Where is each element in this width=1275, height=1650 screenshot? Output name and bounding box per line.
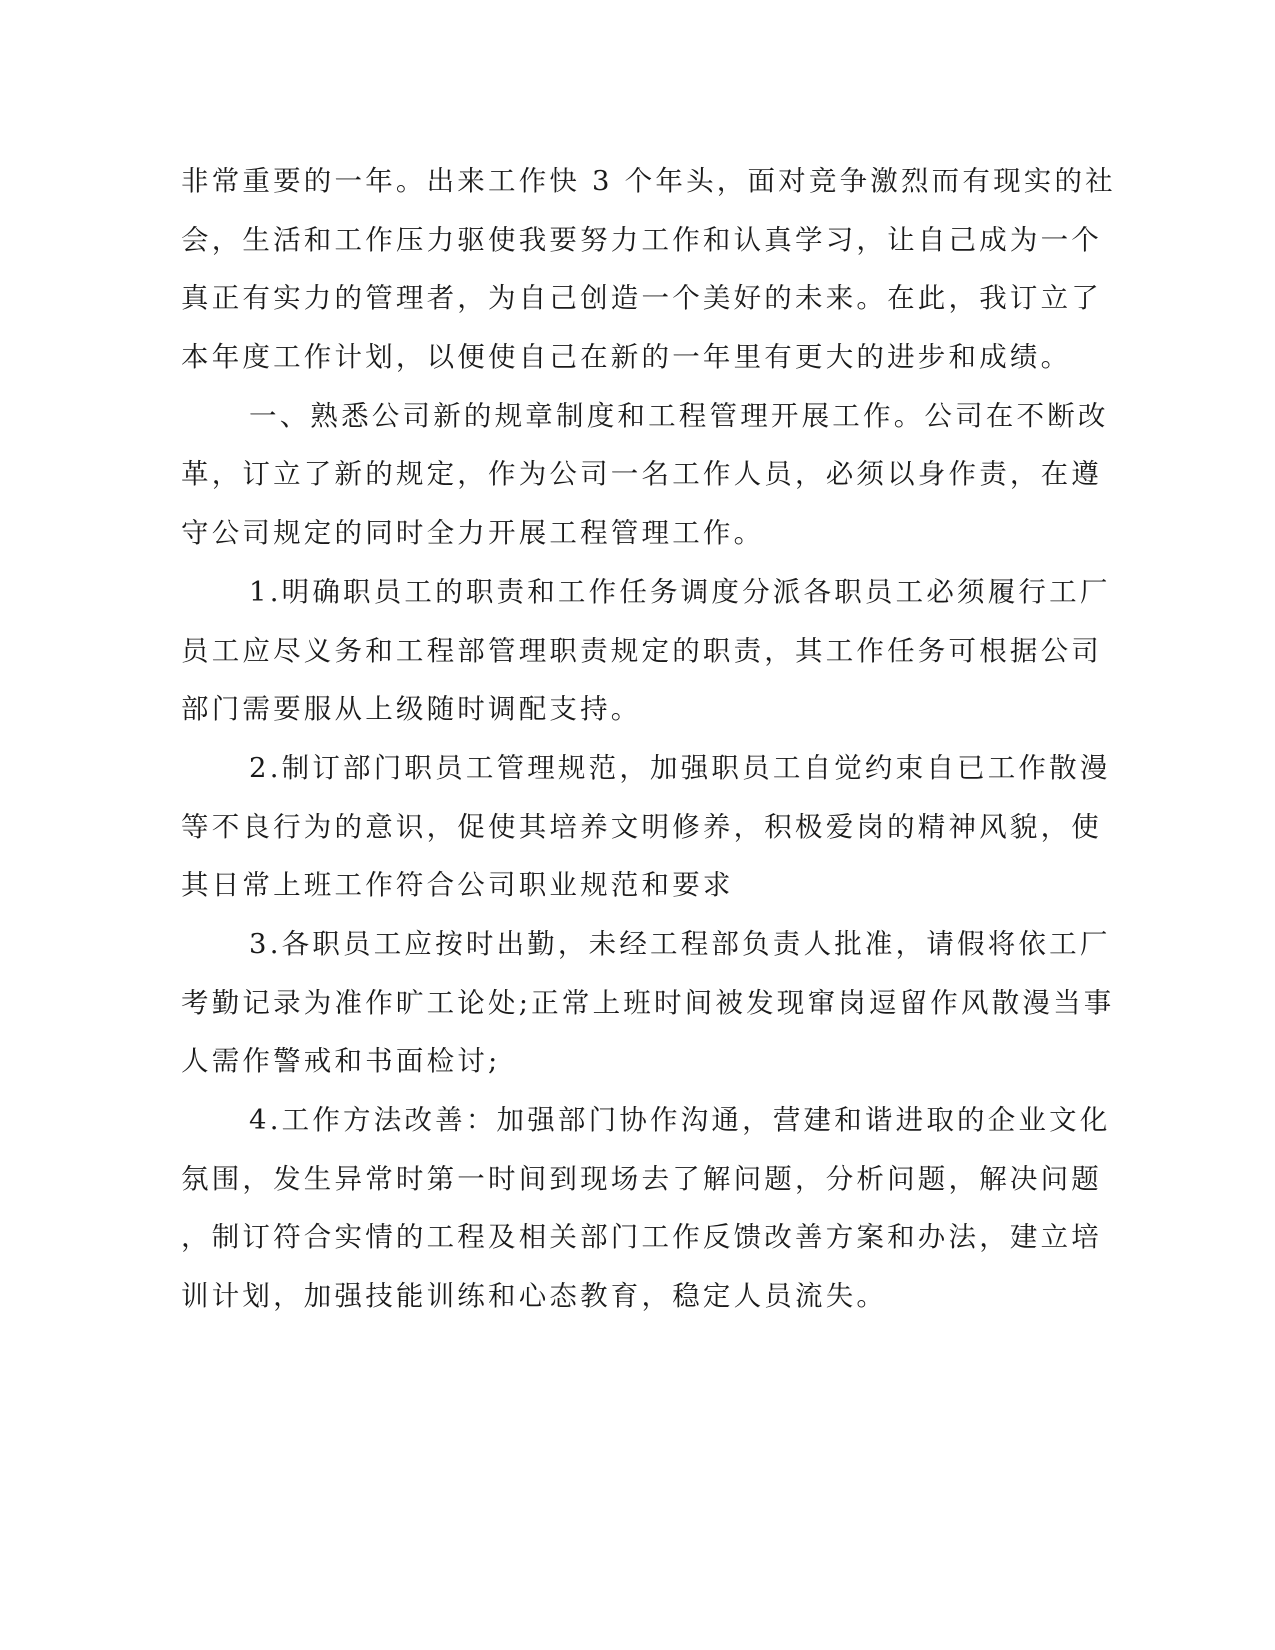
text-line: 氛围，发生异常时第一时间到现场去了解问题，分析问题，解决问题 bbox=[181, 1162, 1102, 1195]
text-line: 训计划，加强技能训练和心态教育，稳定人员流失。 bbox=[181, 1280, 888, 1313]
text-line: 其日常上班工作符合公司职业规范和要求 bbox=[181, 869, 734, 902]
text-line: 革，订立了新的规定，作为公司一名工作人员，必须以身作责，在遵 bbox=[181, 458, 1102, 491]
text-line: 员工应尽义务和工程部管理职责规定的职责，其工作任务可根据公司 bbox=[181, 634, 1102, 667]
text-line: 人需作警戒和书面检讨; bbox=[181, 1045, 501, 1078]
text-line: 真正有实力的管理者，为自己创造一个美好的未来。在此，我订立了 bbox=[181, 282, 1102, 315]
text-line: 守公司规定的同时全力开展工程管理工作。 bbox=[181, 517, 765, 550]
text-line: 非常重要的一年。出来工作快 3 个年头，面对竞争激烈而有现实的社 bbox=[181, 165, 1116, 197]
text-line: 考勤记录为准作旷工论处;正常上班时间被发现窜岗逗留作风散漫当事 bbox=[181, 986, 1115, 1019]
text-line: 一、熟悉公司新的规章制度和工程管理开展工作。公司在不断改 bbox=[249, 399, 1109, 432]
text-line: 1.明确职员工的职责和工作任务调度分派各职员工必须履行工厂 bbox=[249, 575, 1111, 608]
text-line: 本年度工作计划，以便使自己在新的一年里有更大的进步和成绩。 bbox=[181, 341, 1072, 374]
text-line: 等不良行为的意识，促使其培养文明修养，积极爱岗的精神风貌，使 bbox=[181, 810, 1102, 843]
text-line: 3.各职员工应按时出勤，未经工程部负责人批准，请假将依工厂 bbox=[249, 927, 1111, 960]
text-line: ，制订符合实情的工程及相关部门工作反馈改善方案和办法，建立培 bbox=[181, 1221, 1102, 1254]
text-line: 4.工作方法改善：加强部门协作沟通，营建和谐进取的企业文化 bbox=[249, 1104, 1111, 1136]
text-line: 2.制订部门职员工管理规范，加强职员工自觉约束自已工作散漫 bbox=[249, 751, 1111, 784]
document-body bbox=[181, 159, 1116, 1333]
text-line: 会，生活和工作压力驱使我要努力工作和认真学习，让自己成为一个 bbox=[181, 223, 1102, 256]
text-line: 部门需要服从上级随时调配支持。 bbox=[181, 693, 642, 726]
